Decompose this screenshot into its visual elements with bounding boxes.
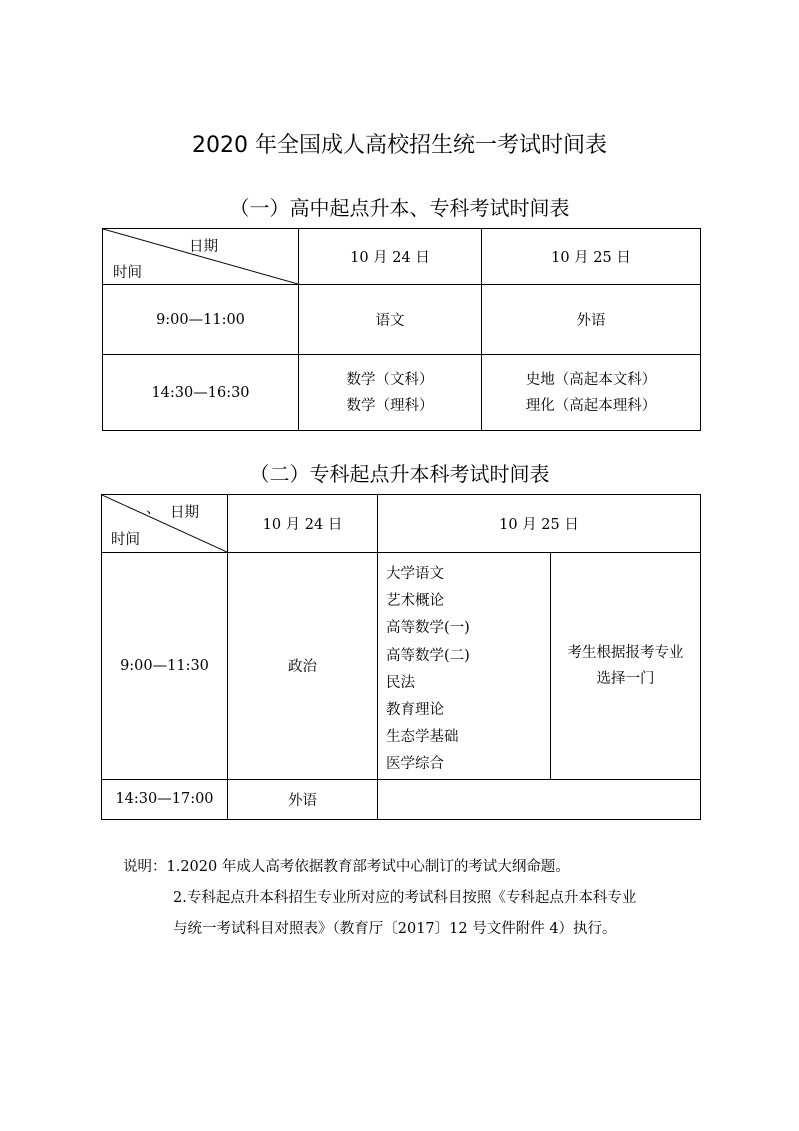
time-axis-label: 时间 (111, 532, 140, 548)
section2-heading: （二）专科起点升本科考试时间表 (249, 462, 550, 486)
list-item: 高等数学(一) (386, 620, 470, 637)
subject-list (378, 553, 551, 780)
subject-cell: 外语 (482, 285, 701, 355)
diagonal-header-cell (102, 495, 228, 553)
subject-cell: 语文 (299, 285, 482, 355)
list-item: 医学综合 (386, 756, 444, 773)
subject-cell: 外语 (228, 779, 378, 819)
page-title: 2020 年全国成人高校招生统一考试时间表 (192, 133, 607, 158)
date-axis-label: 日期 (170, 505, 199, 521)
note-line: 与统一考试科目对照表》（教育厅〔2017〕12 号文件附件 4）执行。 (173, 921, 617, 937)
subject-cell: 政治 (228, 553, 378, 780)
date-axis-label: 日期 (189, 239, 218, 255)
note-line: 说明：1.2020 年成人高考依据教育部考试中心制订的考试大纲命题。 (123, 859, 570, 875)
schedule-table-2 (101, 494, 701, 820)
column-header-day1: 10 月 24 日 (299, 229, 482, 285)
column-header-day2: 10 月 25 日 (482, 229, 701, 285)
list-item: 艺术概论 (386, 593, 444, 610)
time-axis-label: 时间 (113, 265, 142, 281)
list-item: 民法 (386, 674, 415, 691)
list-item: 大学语文 (386, 566, 444, 582)
list-item: 高等数学(二) (386, 647, 470, 664)
subject-cell (482, 355, 701, 431)
header-mark: 、 (146, 501, 161, 517)
time-cell: 14:30—17:00 (102, 779, 228, 819)
subject-cell (299, 355, 482, 431)
note-line: 2.专科起点升本科招生专业所对应的考试科目按照《专科起点升本科专业 (173, 890, 637, 906)
time-cell: 9:00—11:30 (102, 553, 228, 780)
note-line: 考生根据报考专业 (567, 644, 684, 661)
empty-cell (378, 779, 701, 819)
diagonal-header-cell (103, 229, 299, 285)
notes (123, 852, 636, 945)
list-item: 生态学基础 (386, 729, 459, 746)
column-header-day2: 10 月 25 日 (378, 495, 701, 553)
subject-line: 数学（文科） (346, 371, 434, 388)
subject-line: 理化（高起本理科） (525, 397, 657, 414)
note-line: 选择一门 (596, 670, 655, 687)
time-cell: 14:30—16:30 (103, 355, 299, 431)
note-cell (551, 553, 701, 780)
time-cell: 9:00—11:00 (103, 285, 299, 355)
section1-heading: （一）高中起点升本、专科考试时间表 (229, 196, 570, 220)
subject-line: 史地（高起本文科） (525, 371, 657, 388)
subject-line: 数学（理科） (346, 397, 434, 414)
schedule-table-1 (102, 228, 701, 431)
column-header-day1: 10 月 24 日 (228, 495, 378, 553)
list-item: 教育理论 (386, 702, 444, 719)
